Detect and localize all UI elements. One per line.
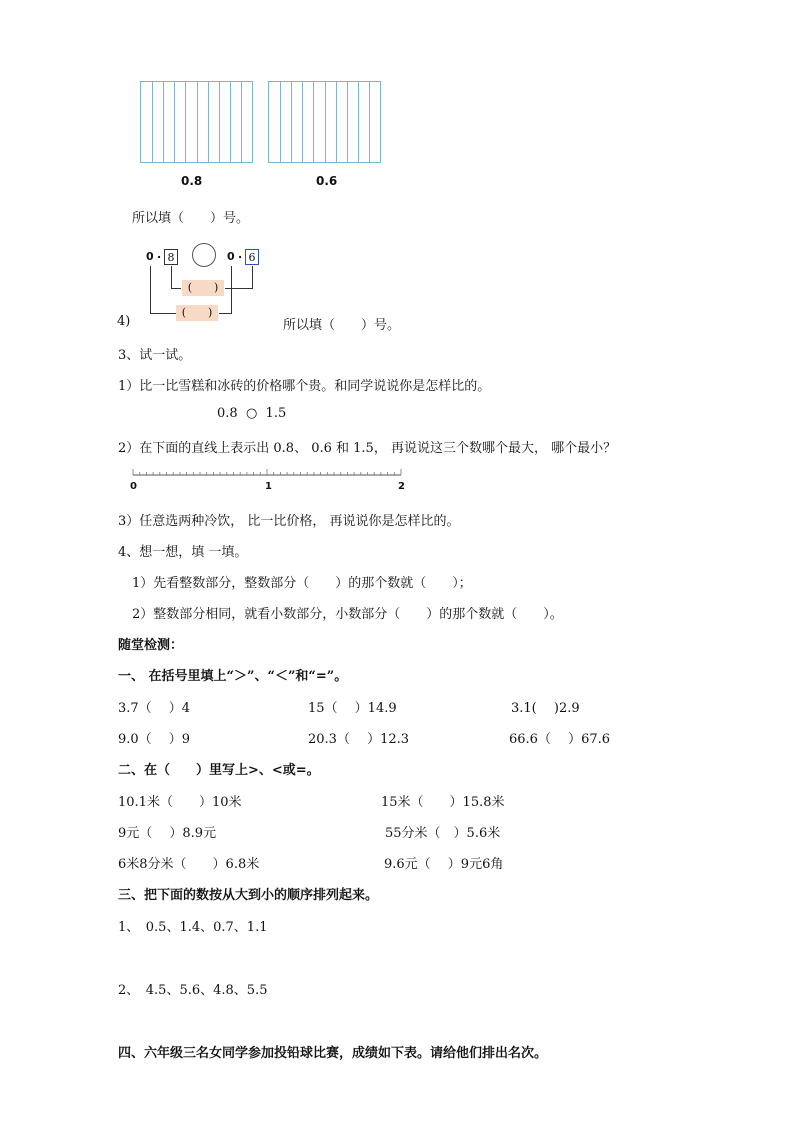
grid-right <box>268 81 381 163</box>
part1-r1-c2: 15（ ）14.9 <box>308 701 397 716</box>
axis-label-0: 0 <box>130 481 137 492</box>
grid-line <box>336 82 337 162</box>
axis-label-1: 1 <box>265 481 272 492</box>
connector <box>231 266 232 314</box>
sec3-title: 3、试一试。 <box>118 348 192 363</box>
diagram-a-digit-box: 8 <box>164 249 178 265</box>
part2-r3-c1: 6米8分米（ ）6.8米 <box>118 857 260 872</box>
paren-upper: ( ) <box>182 280 224 296</box>
grid-line <box>152 82 153 162</box>
part2-r1-c1: 10.1米（ ）10米 <box>118 795 242 810</box>
grid-line <box>291 82 292 162</box>
grid-line <box>369 82 370 162</box>
grid-line <box>241 82 242 162</box>
grid-line <box>347 82 348 162</box>
sec3-q3: 3）任意选两种冷饮， 比一比价格， 再说说你是怎样比的。 <box>118 514 460 529</box>
part4-title: 四、六年级三名女同学参加投铅球比赛，成绩如下表。请给他们排出名次。 <box>118 1046 548 1061</box>
grid-line <box>302 82 303 162</box>
quiz-title: 随堂检测： <box>118 638 184 653</box>
number-line <box>128 466 408 480</box>
diagram-a-int: 0 <box>146 250 154 263</box>
part3-title: 三、把下面的数按从大到小的顺序排列起来。 <box>118 888 379 903</box>
connector <box>150 266 151 314</box>
grid-line <box>197 82 198 162</box>
part1-r1-c1: 3.7（ ）4 <box>118 701 191 716</box>
connector <box>171 266 172 289</box>
grid-line <box>163 82 164 162</box>
part2-r2-c2: 55分米（ ）5.6米 <box>385 826 501 841</box>
grid-left <box>140 81 253 163</box>
grid-line <box>358 82 359 162</box>
grid-line <box>185 82 186 162</box>
connector <box>219 313 232 314</box>
diagram-b-digit-box: 6 <box>245 249 259 265</box>
grid-line <box>174 82 175 162</box>
sec4-line1: 1）先看整数部分，整数部分（ ）的那个数就（ ）； <box>132 576 472 591</box>
grid-right-label: 0.6 <box>316 174 338 188</box>
part1-title: 一、 在括号里填上“＞”、“＜”和“=”。 <box>118 669 348 684</box>
diagram-b-dot: . <box>238 248 243 261</box>
part1-r2-c2: 20.3（ ）12.3 <box>308 732 410 747</box>
axis-label-2: 2 <box>398 481 405 492</box>
paren-lower: ( ) <box>176 305 218 321</box>
sec4-line2: 2）整数部分相同，就看小数部分，小数部分（ ）的那个数就（ ）。 <box>132 607 563 622</box>
part1-r2-c3: 66.6（ ）67.6 <box>509 732 611 747</box>
sec3-q2: 2）在下面的直线上表示出 0.8、 0.6 和 1.5， 再说说这三个数哪个最大， 哪个最小？ <box>118 441 617 456</box>
compare-circle <box>192 243 216 267</box>
sec3-q1-expr: 0.8 ○ 1.5 <box>217 406 287 421</box>
part3-line2: 2、 4.5、5.6、4.8、5.5 <box>118 983 268 998</box>
connector <box>252 266 253 289</box>
diagram-b-int: 0 <box>227 250 235 263</box>
grid-line <box>280 82 281 162</box>
grid-line <box>230 82 231 162</box>
part2-r2-c1: 9元（ ）8.9元 <box>118 826 217 841</box>
connector <box>171 288 181 289</box>
grid-line <box>219 82 220 162</box>
so-fill-text-1: 所以填（ ）号。 <box>132 211 250 226</box>
grid-line <box>313 82 314 162</box>
part1-r2-c1: 9.0（ ）9 <box>118 732 191 747</box>
diagram-a-dot: . <box>157 248 162 261</box>
sec4-title: 4、想一想，填 一填。 <box>118 545 248 560</box>
connector <box>150 313 176 314</box>
grid-line <box>325 82 326 162</box>
part2-r1-c2: 15米（ ）15.8米 <box>381 795 505 810</box>
connector <box>225 288 253 289</box>
sec3-q1: 1）比一比雪糕和冰砖的价格哪个贵。和同学说说你是怎样比的。 <box>118 379 491 394</box>
grid-line <box>208 82 209 162</box>
grid-left-label: 0.8 <box>181 174 203 188</box>
part1-r1-c3: 3.1( )2.9 <box>511 701 580 716</box>
item4-number: 4) <box>117 314 131 329</box>
item4-text: 所以填（ ）号。 <box>283 318 401 333</box>
part2-title: 二、在（ ）里写上>、<或=。 <box>118 763 320 778</box>
part3-line1: 1、 0.5、1.4、0.7、1.1 <box>118 920 268 935</box>
part2-r3-c2: 9.6元（ ）9元6角 <box>384 857 504 872</box>
